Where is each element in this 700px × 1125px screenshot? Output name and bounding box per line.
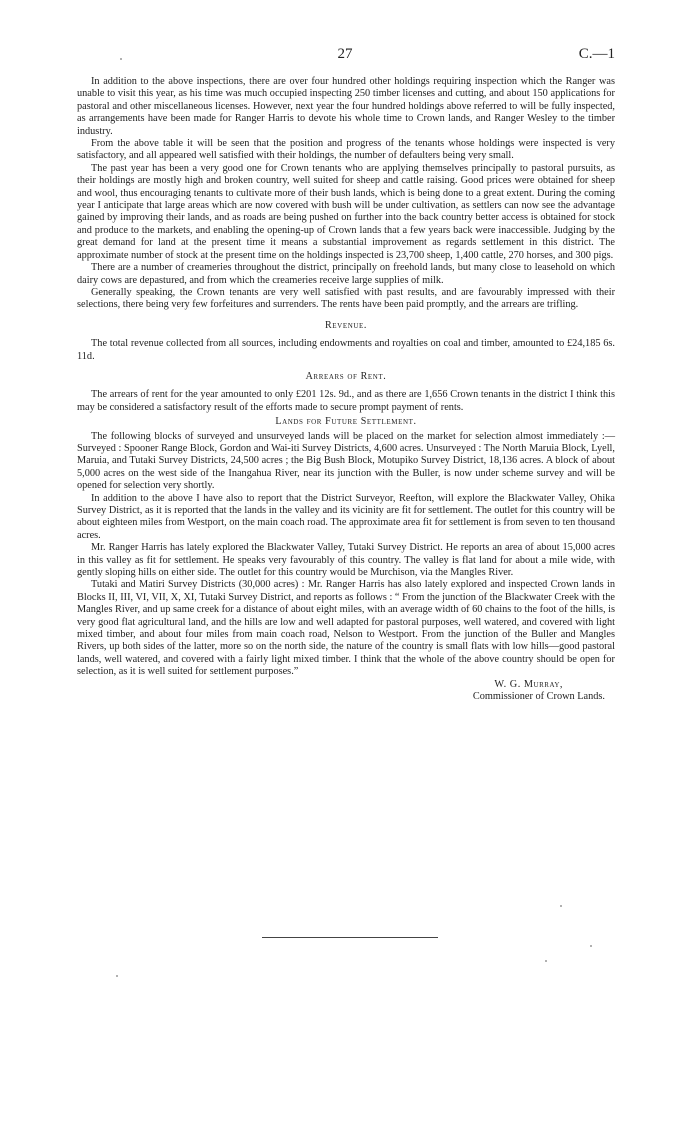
heading-future-settlement: Lands for Future Settlement. bbox=[275, 416, 417, 428]
paragraph-revenue: The total revenue collected from all sources, including endowments and royalties on coal and timber, amounted to £24,185 6s. 11d. bbox=[77, 338, 615, 362]
paragraph-arrears: The arrears of rent for the year amounted to only £201 12s. 9d., and as there are 1,656 Crown tenants in the district I think this may be considered a satisfactory result of the efforts made to secure prompt payment of rents. bbox=[77, 389, 615, 413]
paragraph-blackwater-survey: In addition to the above I have also to report that the District Surveyor, Reefton, will explore the Blackwater Valley, Ohika Survey District, as it is reported that the lands in the valley and its vicinity are fit for settlement. The outlet for this country will be about eighteen miles from Westport, on the main coach road. The approximate area fit for settlement is from seven to ten thousand acres. bbox=[77, 492, 615, 541]
scan-speck bbox=[590, 945, 592, 947]
heading-revenue: Revenue. bbox=[325, 319, 367, 331]
page-number: 27 bbox=[337, 46, 353, 62]
heading-arrears: Arrears of Rent. bbox=[305, 370, 387, 382]
signature-title: Commissioner of Crown Lands. bbox=[472, 691, 605, 703]
paragraph-tenants-progress: From the above table it will be seen that the position and progress of the tenants whose holdings were inspected is very satisfactory, and all appeared well satisfied with their holdings, the number of defaulters being very small. bbox=[77, 138, 615, 162]
scan-speck bbox=[116, 975, 118, 977]
paragraph-past-year: The past year has been a very good one for Crown tenants who are applying themselves principally to pastoral pursuits, as their holdings are mostly high and broken country, well suited for sheep and cattle raising. Good prices were obtained for sheep and wool, thus encouraging tenants to cultivate more of their bush lands, which is being done to a great extent. During the coming year I anticipate that large areas which are now covered with bush will be under cultivation, as settlers can now see the advantage gained by improving their lands, and as roads are being pushed on further into the back country better access is obtained for stock and produce to the markets, and enabling the opening-up of Crown lands that a few years back were inaccessible. Judging by the great demand for land at the present time it means a substantial improvement as regards settlement in this district. The approximate number of stock at the present time on the holdings inspected is 23,700 sheep, 1,400 cattle, 270 horses, and 300 pigs. bbox=[77, 162, 615, 261]
paragraph-creameries: There are a number of creameries throughout the district, principally on freehold lands, but many close to leasehold on which dairy cows are depastured, and from which the creameries receive large supplies of milk. bbox=[77, 262, 615, 286]
paragraph-tutaki-matiri: Tutaki and Matiri Survey Districts (30,000 acres) : Mr. Ranger Harris has also lately explored and inspected Crown lands in Blocks II, III, VI, VII, X, XI, Tutaki Survey District, and reports as follows : “ From the junction of the Blackwater Creek with the Mangles River, and up same creek for a distance of about eight miles, with an average width of 60 chains to the foot of the hills, is very good flat agricultural land, and the hills are low and well adapted for pastoral purposes, well watered, and covered with light mixed timber, and about four miles from main coach road, Nelson to Westport. From the junction of the Buller and Mangles Rivers, up both sides of the latter, more so on the north side, the nature of the country is small flats with low hills—good pastoral lands, well watered, and covered with a fairly light mixed timber. I think that the whole of the above country should be open for selection, as it is well suited for settlement purposes.” bbox=[77, 579, 615, 678]
scan-speck bbox=[120, 58, 122, 60]
paragraph-future-blocks: The following blocks of surveyed and unsurveyed lands will be placed on the market for selection almost immediately :—Surveyed : Spooner Range Block, Gordon and Wai-iti Survey Districts, 4,600 acres. Unsurveyed : The North Maruia Block, Lyell, Maruia, and Tutaki Survey Districts, 24,500 acres ; the Big Bush Block, Motupiko Survey District, 18,136 acres. A block of about 5,000 acres on the west side of the Inangahua River, near its junction with the Buller, is now under scheme survey and will be opened for selection very shortly. bbox=[77, 430, 615, 492]
scan-speck bbox=[560, 905, 562, 907]
closing-rule bbox=[262, 937, 438, 938]
paragraph-general: Generally speaking, the Crown tenants are very well satisfied with past results, and are favourably impressed with their selections, there being very few forfeitures and surrenders. The rents have been paid promptly, and the arrears are trifling. bbox=[77, 286, 615, 311]
document-reference: C.—1 bbox=[578, 46, 615, 62]
signature-name: W. G. Murray, bbox=[494, 678, 563, 690]
signature-block bbox=[77, 679, 615, 704]
scan-speck bbox=[545, 960, 547, 962]
body-text bbox=[77, 76, 615, 704]
paragraph-ranger-harris: Mr. Ranger Harris has lately explored the Blackwater Valley, Tutaki Survey District. He reports an area of about 15,000 acres in this valley as fit for settlement. He speaks very favourably of this country. The valley is flat land for about a mile wide, with gently sloping hills on either side. The outlet for this country would be Murchison, via the Mangles River. bbox=[77, 542, 615, 579]
page-header bbox=[75, 46, 615, 70]
paragraph-inspections: In addition to the above inspections, there are over four hundred other holdings requiring inspection which the Ranger was unable to visit this year, as his time was much occupied inspecting 250 timber licenses and cutting, and about 150 applications for pastoral and other miscellaneous licenses. However, next year the four hundred holdings above referred to will be fully inspected, as arrangements have been made for Ranger Harris to devote his whole time to Crown lands, and Ranger Wesley to the timber industry. bbox=[77, 76, 615, 137]
